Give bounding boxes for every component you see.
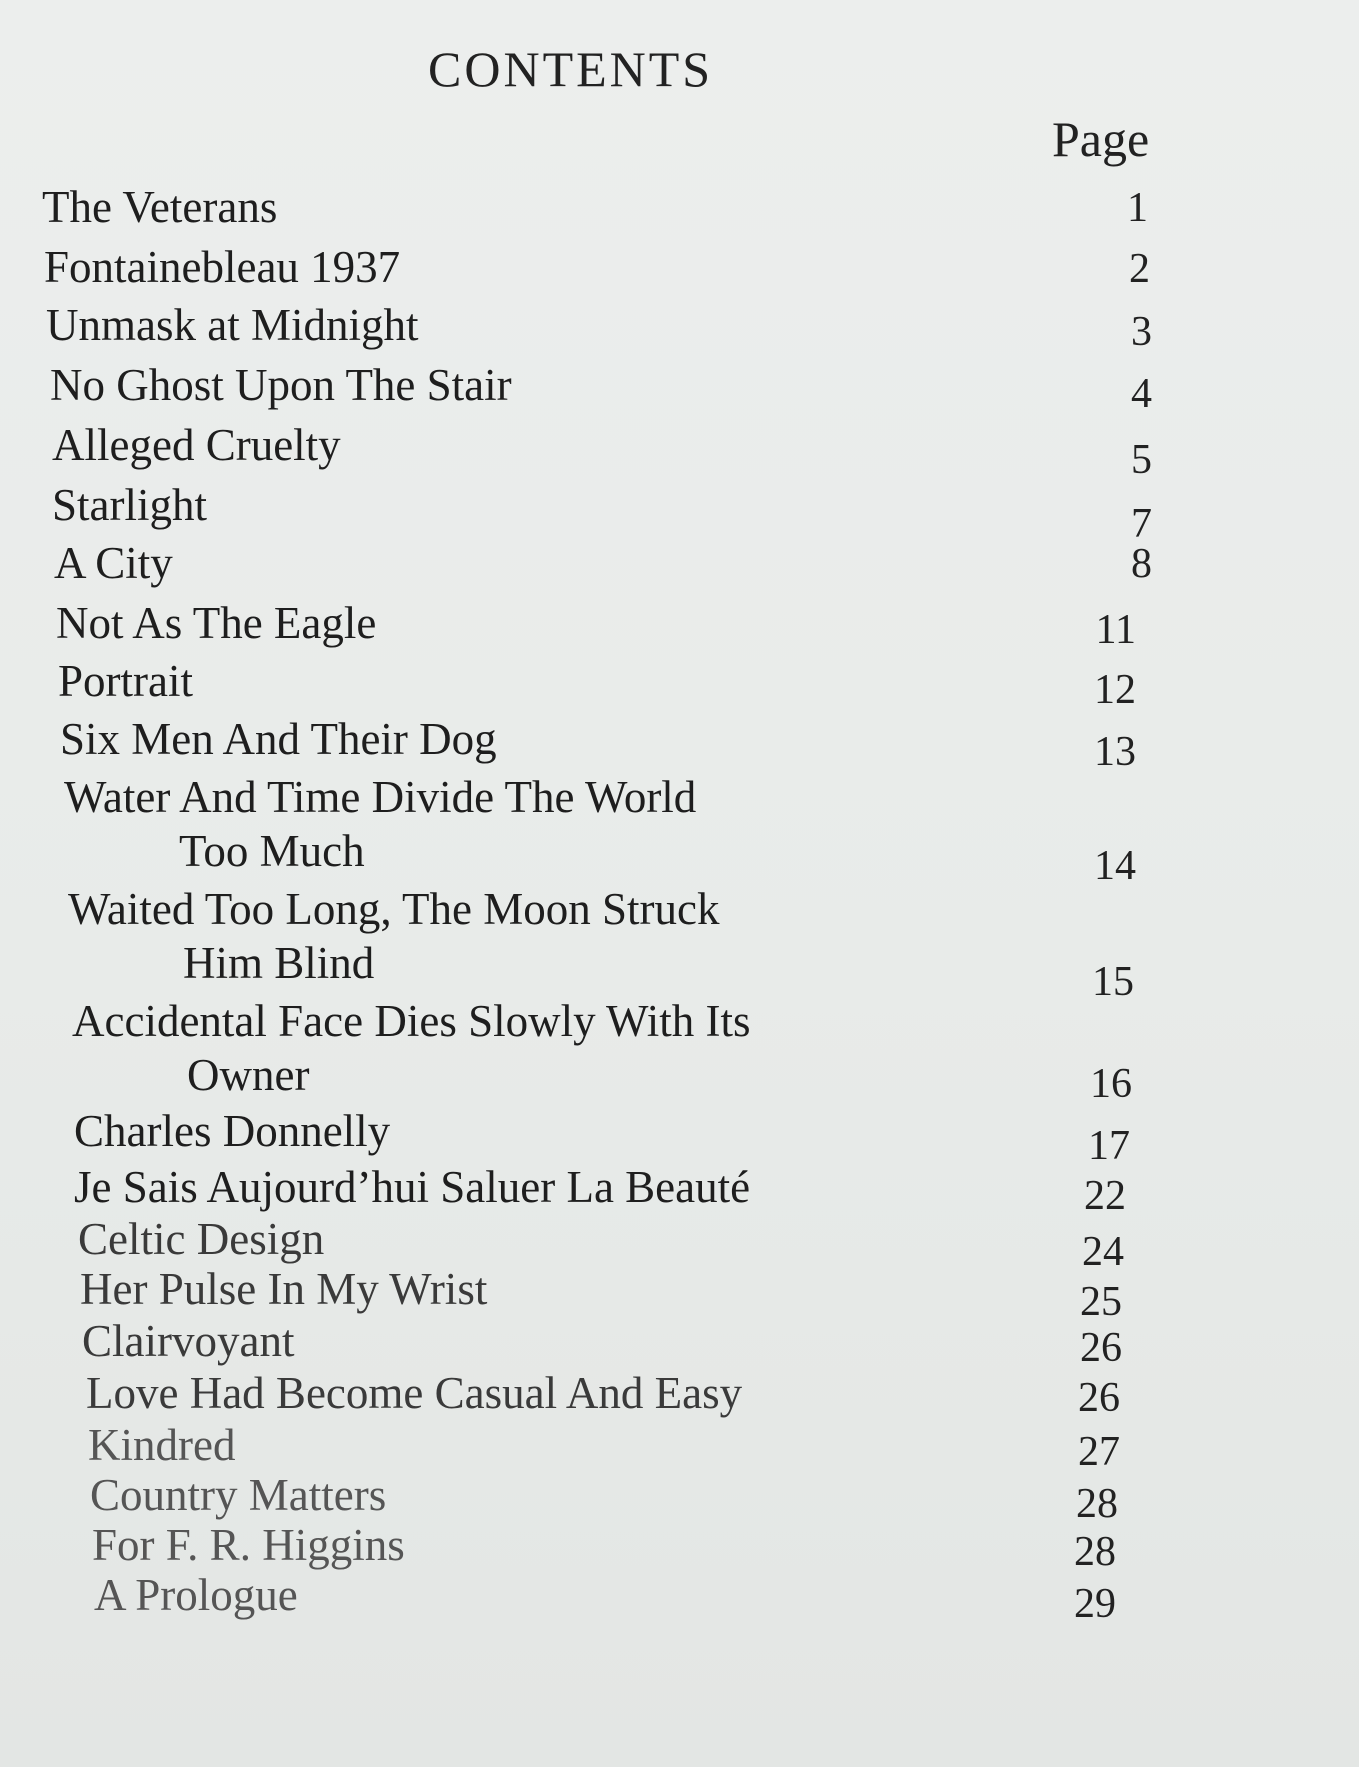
toc-entry-page: 5 <box>1131 437 1152 483</box>
toc-entry-title: Clairvoyant <box>82 1316 295 1366</box>
toc-entry-page: 11 <box>1095 607 1136 653</box>
toc-entry-page: 16 <box>1090 1061 1132 1107</box>
toc-entry-page: 8 <box>1131 541 1152 587</box>
toc-entry-title: A Prologue <box>94 1570 298 1620</box>
page-column-label: Page <box>1052 111 1150 167</box>
toc-entry-title-line: Waited Too Long, The Moon Struck <box>68 884 720 934</box>
toc-entry-title: Country Matters <box>90 1470 387 1520</box>
toc-entry-page: 28 <box>1076 1481 1118 1527</box>
toc-entry-title: Charles Donnelly <box>74 1106 391 1156</box>
toc-entry-title: Alleged Cruelty <box>52 420 341 470</box>
toc-entry-page: 3 <box>1131 309 1152 355</box>
toc-entry-title: Unmask at Midnight <box>46 300 419 350</box>
toc-entry-title: A City <box>54 538 173 588</box>
toc-entry-title: No Ghost Upon The Stair <box>50 360 512 410</box>
toc-entry-page: 29 <box>1074 1581 1116 1627</box>
toc-entry-title-line: Water And Time Divide The World <box>64 772 697 822</box>
toc-entry-title: Portrait <box>58 656 193 706</box>
toc-entry-page: 1 <box>1127 185 1148 231</box>
toc-entry-page: 27 <box>1078 1429 1120 1475</box>
toc-entry-page: 17 <box>1088 1123 1130 1169</box>
toc-entry-page: 24 <box>1082 1229 1124 1275</box>
toc-entry-title-continuation: Too Much <box>179 826 365 876</box>
toc-entry-title-continuation: Owner <box>187 1050 310 1100</box>
toc-entry-page: 2 <box>1129 246 1150 292</box>
toc-entry-page: 4 <box>1131 371 1152 417</box>
toc-entry-title <box>68 882 720 990</box>
contents-heading: CONTENTS <box>428 41 714 97</box>
toc-entry-title: For F. R. Higgins <box>92 1520 405 1570</box>
toc-entry-title: Six Men And Their Dog <box>60 714 497 764</box>
toc-entry-title-line: Accidental Face Dies Slowly With Its <box>72 996 751 1046</box>
toc-entry-title: Je Sais Aujourd’hui Saluer La Beauté <box>74 1162 751 1212</box>
toc-entry-title <box>72 994 750 1102</box>
toc-entry-title: Not As The Eagle <box>56 598 377 648</box>
toc-entry-title: Celtic Design <box>78 1214 325 1264</box>
toc-entry-title <box>64 770 696 878</box>
toc-entry-page: 28 <box>1074 1529 1116 1575</box>
toc-entry-title: Kindred <box>88 1420 236 1470</box>
toc-entry-title: Her Pulse In My Wrist <box>80 1264 488 1314</box>
toc-entry-page: 25 <box>1080 1279 1122 1325</box>
toc-entry-page: 26 <box>1080 1325 1122 1371</box>
toc-entry-title: Fontainebleau 1937 <box>44 242 401 292</box>
toc-entry-page: 12 <box>1094 667 1136 713</box>
toc-entry-page: 7 <box>1131 501 1152 547</box>
toc-entry-page: 26 <box>1078 1375 1120 1421</box>
toc-entry-page: 13 <box>1094 729 1136 775</box>
toc-entry-title: Starlight <box>52 480 207 530</box>
toc-entry-page: 14 <box>1094 843 1136 889</box>
toc-entry-title: Love Had Become Casual And Easy <box>86 1368 743 1418</box>
toc-entry-title-continuation: Him Blind <box>183 938 375 988</box>
toc-entry-page: 22 <box>1084 1173 1126 1219</box>
toc-entry-page: 15 <box>1092 959 1134 1005</box>
toc-entry-title: The Veterans <box>42 182 278 232</box>
